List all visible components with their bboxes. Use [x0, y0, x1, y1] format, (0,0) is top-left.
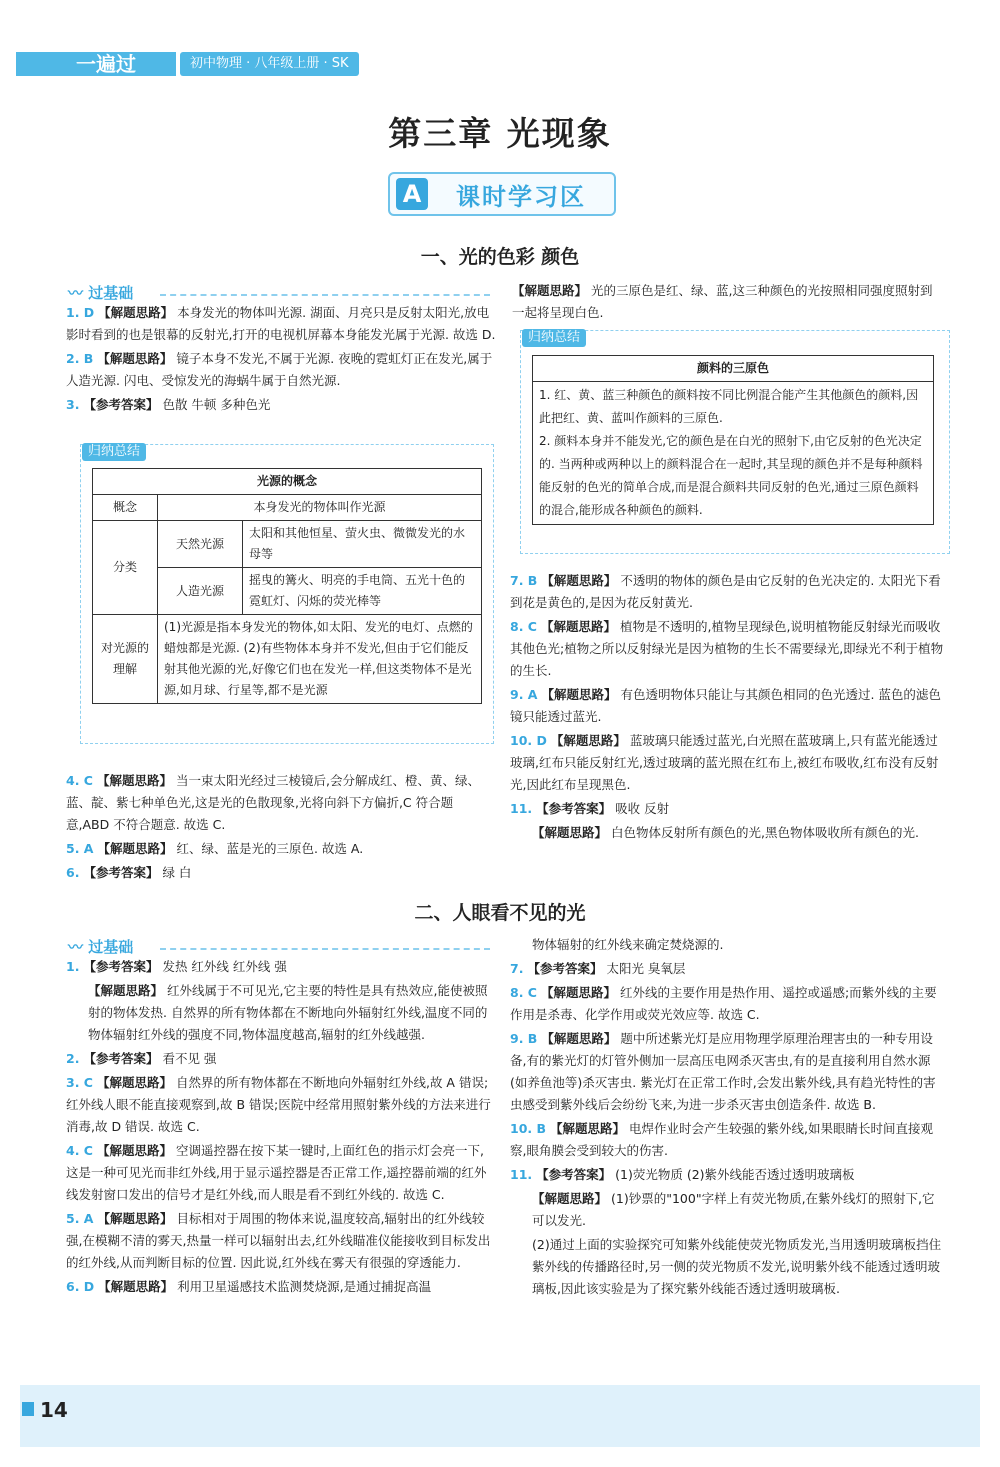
understanding-cell: (1)光源是指本身发光的物体,如太阳、发光的电灯、点燃的蜡烛都是光源. (2)有些物体本身并不发光,但由于它们能反射其他光源的光,好像它们也在发光一样,但这类物体不是光源,如月球、行星等,都不是光源	[158, 615, 482, 704]
section2-basics-label	[68, 936, 133, 957]
answer-text: 自然界的所有物体都在不断地向外辐射红外线,故 A 错误;红外线人眼不能直接观察到,故 B 错误;医院中经常用照射紫外线的方法来进行消毒,故 D 错误. 故选 C.	[66, 1075, 491, 1134]
basics-divider	[160, 294, 490, 296]
sec1-left-col-bottom	[66, 770, 496, 886]
answer-text: 利用卫星遥感技术监测焚烧源,是通过捕捉高温	[177, 1279, 432, 1294]
answer-item	[66, 394, 496, 416]
zone-name: 课时学习区	[456, 182, 586, 211]
sec2-right-col	[510, 934, 946, 1302]
natural-cell: 太阳和其他恒星、萤火虫、微微发光的水母等	[243, 521, 482, 568]
answer-label: 【解题思路】	[532, 825, 608, 840]
answer-item	[510, 1188, 946, 1232]
answer-text: 太阳光 臭氧层	[606, 961, 686, 976]
answer-text: 题中所述紫光灯是应用物理学原理治理害虫的一种专用设备,有的紫光灯的灯管外侧加一层高压电网杀灭害虫,有的是直接利用自然水源(如养鱼池等)杀灭害虫. 紫光灯在正常工作时,会发出紫外线,具有趋光特性的害虫感受到紫外线后会纷纷飞来,为进一步杀灭害虫创造条件. 故选 B.	[510, 1031, 936, 1112]
answer-item	[66, 980, 496, 1046]
answer-text: 红外线的主要作用是热作用、遥控或遥感;而紫外线的主要作用是杀毒、化学作用或荧光效应等. 故选 C.	[510, 985, 937, 1022]
answer-text: 白色物体反射所有颜色的光,黑色物体吸收所有颜色的光.	[611, 825, 919, 840]
section1-basics-label	[68, 282, 133, 303]
answer-item	[66, 1140, 496, 1206]
question-number: 2. B	[66, 351, 94, 366]
concept-header: 概念	[93, 495, 158, 521]
answer-item	[66, 302, 496, 346]
answer-item	[510, 730, 946, 796]
section1-title: 一、光的色彩 颜色	[420, 246, 580, 268]
chapter-title: 第三章 光现象	[388, 114, 612, 153]
question-number: 7. B	[510, 573, 538, 588]
page-marker-icon	[22, 1402, 34, 1416]
question-number: 8. C	[510, 985, 537, 1000]
answer-label: 【解题思路】	[97, 1211, 173, 1226]
page-number: 14	[40, 1398, 68, 1422]
zone-banner	[388, 172, 616, 216]
sec1-right-top	[512, 280, 942, 324]
answer-item	[66, 1048, 496, 1070]
answer-item	[510, 958, 946, 980]
wave-icon: 〰	[68, 938, 84, 956]
answer-label: 【解题思路】	[97, 841, 173, 856]
answer-label: 【解题思路】	[541, 573, 617, 588]
answer-item	[66, 770, 496, 836]
answer-item	[510, 570, 946, 614]
answer-item	[66, 956, 496, 978]
basics-text: 过基础	[88, 284, 134, 302]
summary-tag-2: 归纳总结	[522, 329, 586, 347]
man-header: 人造光源	[158, 568, 243, 615]
answer-label: 【解题思路】	[98, 305, 174, 320]
answer-text: (2)通过上面的实验探究可知紫外线能使荧光物质发光,当用透明玻璃板挡住紫外线的传播路径时,另一侧的荧光物质不发光,说明紫外线不能透过透明玻璃板,因此该实验是为了探究紫外线能否透过透明玻璃板.	[532, 1237, 942, 1296]
zone-letter: A	[396, 178, 428, 210]
answer-item	[510, 822, 946, 844]
answer-label: 【解题思路】	[541, 1031, 617, 1046]
answer-item	[510, 1028, 946, 1116]
answer-label: 【参考答案】	[83, 865, 159, 880]
answer-label: 【解题思路】	[97, 351, 173, 366]
basics-text: 过基础	[88, 938, 134, 956]
answer-label: 【解题思路】	[88, 983, 164, 998]
answer-label: 【参考答案】	[83, 1051, 159, 1066]
question-number: 1. D	[66, 305, 95, 320]
question-number: 9. B	[510, 1031, 538, 1046]
question-number: 3.	[66, 397, 80, 412]
answer-text: 红、绿、蓝是光的三原色. 故选 A.	[176, 841, 364, 856]
pigment-table-title: 颜料的三原色	[533, 356, 934, 382]
breadcrumb: 初中物理 · 八年级上册 · SK	[180, 52, 359, 76]
answer-item	[510, 1234, 946, 1300]
class-header: 分类	[93, 521, 158, 615]
answer-label: 【解题思路】	[98, 1279, 174, 1294]
answer-text: 光的三原色是红、绿、蓝,这三种颜色的光按照相同强度照射到一起将呈现白色.	[512, 283, 933, 320]
answer-text: 发热 红外线 红外线 强	[162, 959, 287, 974]
answer-item	[66, 348, 496, 392]
answer-text: 电焊作业时会产生较强的紫外线,如果眼睛长时间直接观察,眼角膜会受到较大的伤害.	[510, 1121, 933, 1158]
answer-text: 绿 白	[162, 865, 192, 880]
answer-text: 空调遥控器在按下某一键时,上面红色的指示灯会亮一下,这是一种可见光而非红外线,用于显示遥控器是否正常工作,遥控器前端的红外线发射窗口发出的信号才是红外线,而人眼是看不到红外线的. 故选 C.	[66, 1143, 487, 1202]
answer-text: 目标相对于周围的物体来说,温度较高,辐射出的红外线较强,在模糊不清的雾天,热量一样可以辐射出去,红外线瞄准仪能接收到目标发出的红外线,从而判断目标的位置. 因此说,红外线在雾天有很强的穿透能力.	[66, 1211, 491, 1270]
wave-icon: 〰	[68, 284, 84, 302]
question-number: 11.	[510, 801, 533, 816]
question-number: 2.	[66, 1051, 80, 1066]
question-number: 5. A	[66, 1211, 94, 1226]
question-number: 11.	[510, 1167, 533, 1182]
answer-text: 植物是不透明的,植物呈现绿色,说明植物能反射绿光而吸收其他色光;植物之所以反射绿光是因为植物的生长不需要绿光,即绿光不利于植物的生长.	[510, 619, 944, 678]
question-number: 6. D	[66, 1279, 95, 1294]
answer-item	[66, 1208, 496, 1274]
answer-label: 【解题思路】	[541, 687, 617, 702]
question-number: 10. D	[510, 733, 547, 748]
answer-label: 【解题思路】	[96, 773, 172, 788]
section2-title: 二、人眼看不见的光	[414, 902, 586, 924]
question-number: 4. C	[66, 1143, 93, 1158]
answer-text: 红外线属于不可见光,它主要的特性是具有热效应,能使被照射的物体发热. 自然界的所有物体都在不断地向外辐射红外线,温度不同的物体辐射红外线的强度不同,物体温度越高,辐射的红外线越强.	[88, 983, 488, 1042]
answer-text: 有色透明物体只能让与其颜色相同的色光透过. 蓝色的滤色镜只能透过蓝光.	[510, 687, 941, 724]
question-number: 7.	[510, 961, 524, 976]
pigment-table	[532, 355, 934, 525]
answer-item	[66, 862, 496, 884]
pigment-point-2: 2. 颜料本身并不能发光,它的颜色是在白光的照射下,由它反射的色光决定的. 当两种或两种以上的颜料混合在一起时,其呈现的颜色并不是每种颜料能反射的色光的简单合成,而是混合颜料共同反射的色光,通过三原色颜料的混合,能形成各种颜色的颜料.	[539, 434, 923, 517]
man-cell: 摇曳的篝火、明亮的手电筒、五光十色的霓虹灯、闪烁的荧光棒等	[243, 568, 482, 615]
answer-item	[510, 1164, 946, 1186]
answer-text: 蓝玻璃只能透过蓝光,白光照在蓝玻璃上,只有蓝光能透过玻璃,红布只能反射红光,透过玻璃的蓝光照在红布上,被红布吸收,红布没有反射光,因此红布呈现黑色.	[510, 733, 939, 792]
question-number: 3. C	[66, 1075, 93, 1090]
answer-text: 色散 牛顿 多种色光	[162, 397, 271, 412]
answer-item	[66, 838, 496, 860]
answer-item	[510, 684, 946, 728]
answer-item	[510, 616, 946, 682]
answer-text: 不透明的物体的颜色是由它反射的色光决定的. 太阳光下看到花是黄色的,是因为花反射黄光.	[510, 573, 941, 610]
answer-label: 【参考答案】	[536, 1167, 612, 1182]
answer-label: 【解题思路】	[96, 1075, 172, 1090]
understanding-header: 对光源的理解	[93, 615, 158, 704]
answer-label: 【解题思路】	[540, 619, 616, 634]
page-footer	[20, 1385, 980, 1447]
summary-tag-1: 归纳总结	[82, 443, 146, 461]
answer-item	[66, 1276, 496, 1298]
answer-text: 物体辐射的红外线来确定焚烧源的.	[532, 937, 724, 952]
basics-divider	[160, 948, 490, 950]
question-number: 6.	[66, 865, 80, 880]
answer-label: 【解题思路】	[540, 985, 616, 1000]
answer-label: 【解题思路】	[550, 733, 626, 748]
answer-item	[510, 1118, 946, 1162]
answer-label: 【参考答案】	[83, 959, 159, 974]
answer-label: 【参考答案】	[536, 801, 612, 816]
natural-header: 天然光源	[158, 521, 243, 568]
answer-label: 【参考答案】	[83, 397, 159, 412]
question-number: 4. C	[66, 773, 93, 788]
sec1-right-col	[510, 570, 946, 846]
answer-text: 镜子本身不发光,不属于光源. 夜晚的霓虹灯正在发光,属于人造光源. 闪电、受惊发光的海蜗牛属于自然光源.	[66, 351, 493, 388]
answer-label: 【解题思路】	[532, 1191, 608, 1206]
question-number: 5. A	[66, 841, 94, 856]
answer-item	[510, 934, 946, 956]
answer-label: 【解题思路】	[96, 1143, 172, 1158]
answer-text: 吸收 反射	[615, 801, 670, 816]
answer-label: 【参考答案】	[527, 961, 603, 976]
question-number: 1.	[66, 959, 80, 974]
answer-item	[510, 798, 946, 820]
answer-label: 【解题思路】	[550, 1121, 626, 1136]
answer-text: 当一束太阳光经过三棱镜后,会分解成红、橙、黄、绿、蓝、靛、紫七种单色光,这是光的色散现象,光将向斜下方偏折,C 符合题意,ABD 不符合题意. 故选 C.	[66, 773, 480, 832]
sec2-left-col	[66, 956, 496, 1300]
question-number: 9. A	[510, 687, 538, 702]
brand-logo: 一遍过	[16, 52, 176, 76]
answer-text: 本身发光的物体叫光源. 湖面、月亮只是反射太阳光,放电影时看到的也是银幕的反射光,打开的电视机屏幕本身能发光属于光源. 故选 D.	[66, 305, 496, 342]
answer-label: 【解题思路】	[512, 283, 588, 298]
light-source-table	[92, 468, 482, 704]
answer-text: (1)钞票的"100"字样上有荧光物质,在紫外线灯的照射下,它可以发光.	[532, 1191, 935, 1228]
question-number: 10. B	[510, 1121, 547, 1136]
question-number: 8. C	[510, 619, 537, 634]
concept-cell: 本身发光的物体叫作光源	[158, 495, 482, 521]
answer-item	[510, 982, 946, 1026]
sec1-left-col-top	[66, 302, 496, 418]
pigment-point-1: 1. 红、黄、蓝三种颜色的颜料按不同比例混合能产生其他颜色的颜料,因此把红、黄、蓝叫作颜料的三原色.	[539, 388, 919, 425]
table-title: 光源的概念	[93, 469, 482, 495]
answer-item	[66, 1072, 496, 1138]
answer-text: 看不见 强	[162, 1051, 217, 1066]
answer-text: (1)荧光物质 (2)紫外线能否透过透明玻璃板	[615, 1167, 855, 1182]
